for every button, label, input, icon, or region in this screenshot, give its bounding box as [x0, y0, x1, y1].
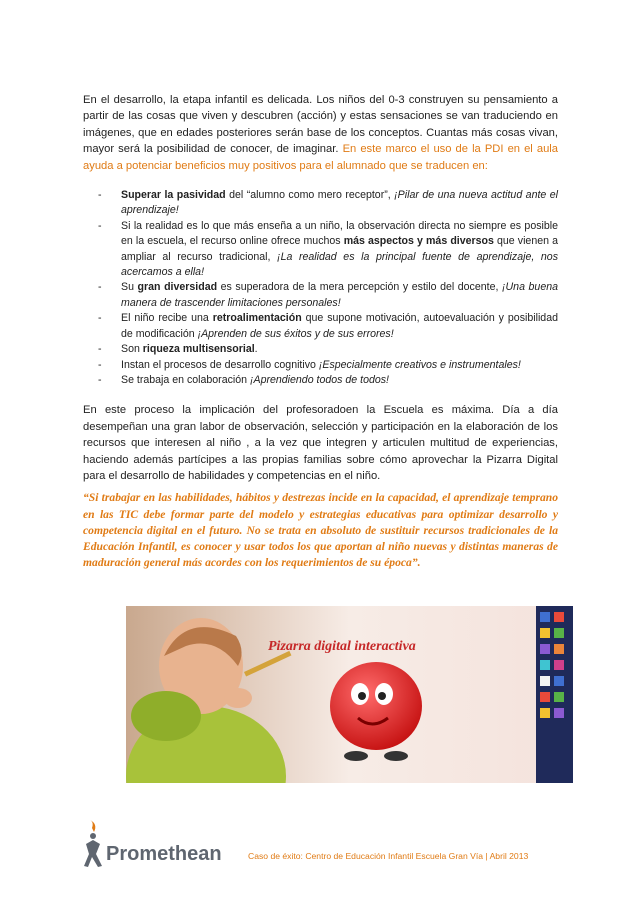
list-item: - Son riqueza multisensorial. — [98, 343, 258, 356]
list-item: - Su gran diversidad es superadora de la mera percepción y estilo del docente, ¡Una buena manera de trascender limitaciones personales! — [98, 281, 558, 309]
highlight-quote: “Si trabajar en las habilidades, hábitos y destrezas incide en la capacidad, el aprendizaje temprano en las TIC debe formar parte del modelo y estrategias educativas para optimizar desarrollo y competencia digital en el futuro. No se trata en absoluto de sustituir recursos tradicionales de la Educación Infantil, es conocer y usar todos los que aportan al niño nuevas y distintas maneras de maduración general más acordes con los requerimientos de su época”. — [83, 491, 558, 570]
list-item: - Instan el procesos de desarrollo cognitivo ¡Especialmente creativos e instrumentales! — [98, 358, 521, 371]
child-at-whiteboard-illustration — [126, 606, 573, 783]
promethean-figure-icon — [82, 820, 232, 870]
teacher-paragraph: En este proceso la implicación del profesoradoen la Escuela es máxima. Día a día desempeñan una gran labor de observación, selección y participación en la elaboración de los recursos que interesen al niño , a la vez que integren y articulen multitud de experiencias, haciendo además partícipes a las propias familias sobre cómo aprovechar la Pizarra Digital para el desarrollo de habilidades y competencias en el niño. — [83, 404, 558, 482]
footer-caption: Caso de éxito: Centro de Educación Infantil Escuela Gran Vía | Abril 2013 — [248, 851, 529, 861]
list-item: - El niño recibe una retroalimentación que supone motivación, autoevaluación y posibilidad de modificación ¡Aprenden de sus éxitos y de sus errores! — [98, 312, 558, 340]
list-item: - Si la realidad es lo que más enseña a un niño, la observación directa no siempre es posible en la escuela, el recurso online ofrece muchos más aspectos y más diversos que vienen a ampliar al recurso tradicional, ¡La realidad es la principal fuente de aprendizaje, nos acercamos a ella! — [98, 219, 558, 279]
intro-paragraph — [83, 92, 558, 174]
logo-text: Promethean — [106, 843, 222, 865]
intro-highlight: En este marco el uso de la PDI en el aula ayuda a potenciar beneficios muy positivos para el alumnado que se traducen en: — [83, 143, 559, 172]
benefits-list — [83, 188, 558, 388]
list-item: - Superar la pasividad del “alumno como mero receptor”, ¡Pilar de una nueva actitud ante el aprendizaje! — [98, 189, 558, 217]
intro-text: En el desarrollo, la etapa infantil es delicada. Los niños del 0-3 construyen su pensamiento a partir de las cosas que viven y descubren (acción) y estas sensaciones se van traduciendo en imágenes, que en edades posteriores serán base de los conceptos. Cuantas más cosas vivan, mayor será la posibilidad de conocer, de imaginar. — [83, 94, 558, 156]
promethean-logo — [82, 820, 232, 870]
main-content — [83, 92, 558, 571]
list-item: - Se trabaja en colaboración ¡Aprendiendo todos de todos! — [98, 373, 389, 386]
classroom-photo — [126, 606, 573, 783]
board-title: Pizarra digital interactiva — [268, 639, 416, 654]
